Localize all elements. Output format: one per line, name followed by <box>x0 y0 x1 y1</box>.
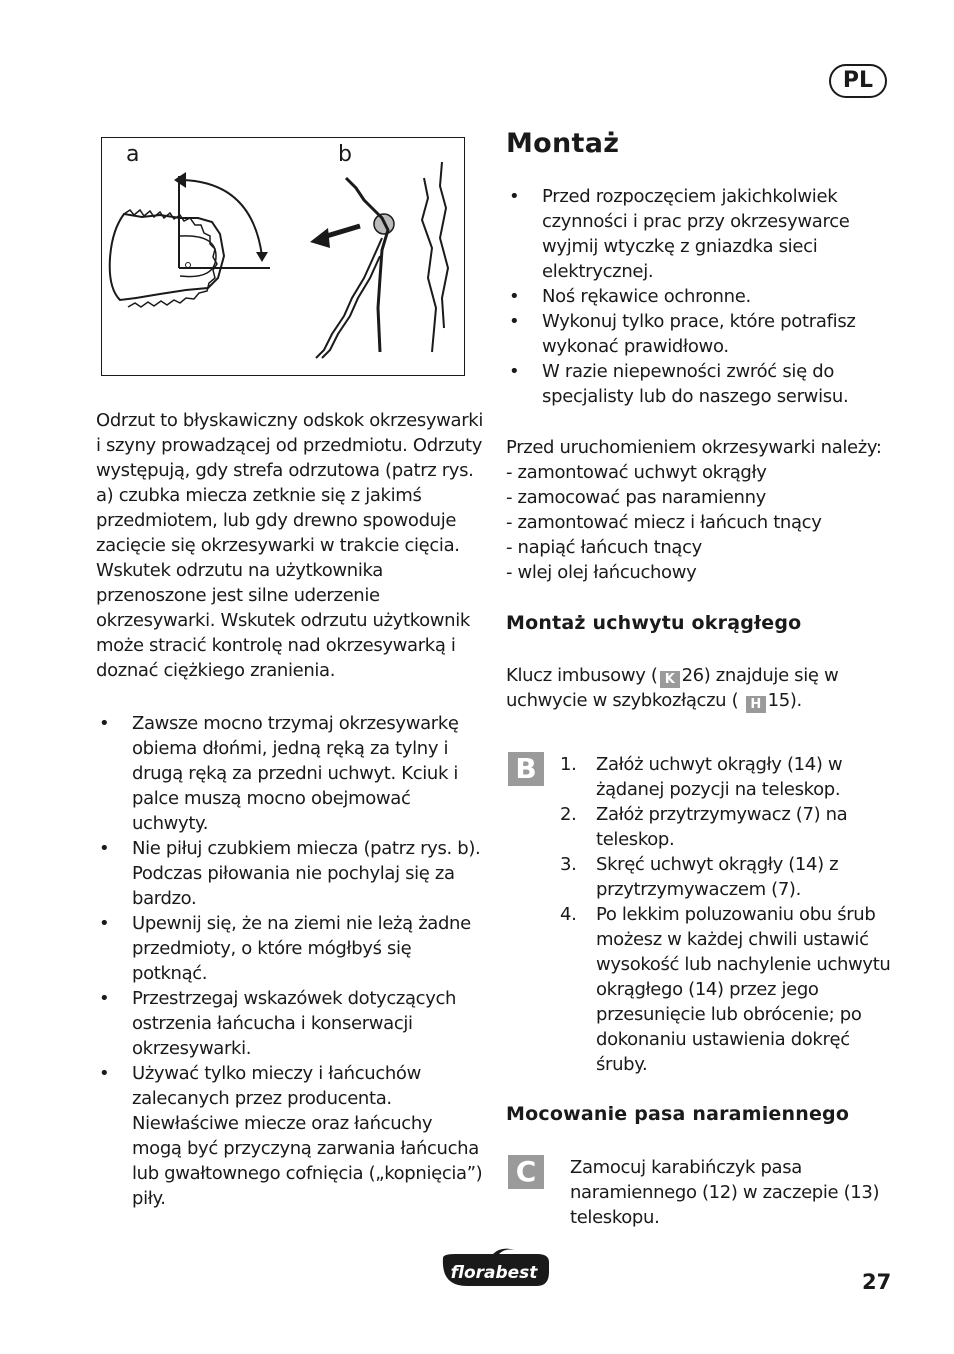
list-item: 4. Po lekkim poluzowaniu obu śrub możesz w każdej chwili ustawić wysokość lub nachylenie uchwytu okrągłego (14) przez jego przesunięcie lub obrócenie; po dokonaniu ustawienia dokręć śruby. <box>560 904 891 1075</box>
requirement-item: - zamontować uchwyt okrągły <box>506 462 767 483</box>
strap-instruction: Zamocuj karabińczyk pasa naramiennego (12) w zaczepie (13) teleskopu. <box>570 1157 880 1228</box>
tree-trunk-icon <box>422 162 448 352</box>
svg-text:florabest: florabest <box>450 1263 538 1283</box>
language-badge: PL <box>829 64 887 98</box>
list-item: • Przestrzegaj wskazówek dotyczących ostrzenia łańcucha i konserwacji okrzesywarki. <box>96 986 486 1061</box>
left-column <box>96 408 486 1211</box>
requirement-item: - zamocować pas naramienny <box>506 487 766 508</box>
figure-tag-b: B <box>508 752 544 786</box>
page-number: 27 <box>862 1270 892 1294</box>
requirement-item: - zamontować miecz i łańcuch tnący <box>506 512 822 533</box>
kickback-illustration <box>102 138 464 375</box>
list-item: • W razie niepewności zwróć się do specjalisty lub do naszego serwisu. <box>506 359 896 409</box>
requirement-item: - wlej olej łańcuchowy <box>506 562 697 583</box>
florabest-logo <box>437 1248 551 1290</box>
list-item: • Upewnij się, że na ziemi nie leżą żadne przedmioty, o które mógłbyś się potknąć. <box>96 911 486 986</box>
list-item: • Zawsze mocno trzymaj okrzesywarkę obiema dłońmi, jedną ręką za tylny i drugą ręką za przedni uchwyt. Kciuk i palce muszą mocno obejmować uchwyty. <box>96 711 486 836</box>
branch-icon <box>346 178 388 352</box>
list-item: 2. Załóż przytrzymywacz (7) na teleskop. <box>560 804 848 850</box>
step-block-b <box>506 752 896 1077</box>
assembly-steps <box>560 752 896 1077</box>
list-item: • Przed rozpoczęciem jakichkolwiek czynności i prac przy okrzesywarce wyjmij wtyczkę z gniazdka sieci elektrycznej. <box>506 184 896 284</box>
list-item: • Noś rękawice ochronne. <box>506 284 896 309</box>
kickback-arrow-icon <box>310 228 330 248</box>
figure-tag-c: C <box>508 1155 544 1189</box>
list-item: 3. Skręć uchwyt okrągły (14) z przytrzymywaczem (7). <box>560 854 839 900</box>
right-column <box>506 126 896 1230</box>
step-block-c <box>506 1155 896 1230</box>
requirements <box>506 435 896 585</box>
kickback-figure <box>101 137 465 376</box>
pole-saw-icon <box>316 238 382 358</box>
list-item: • Wykonuj tylko prace, które potrafisz wykonać prawidłowo. <box>506 309 896 359</box>
requirement-item: - napiąć łańcuch tnący <box>506 537 702 558</box>
figure-tag-k: K <box>660 671 680 688</box>
round-handle-heading: Montaż uchwytu okrągłego <box>506 612 802 634</box>
shoulder-strap-heading: Mocowanie pasa naramiennego <box>506 1103 850 1125</box>
list-item: • Używać tylko mieczy i łańcuchów zalecanych przez producenta. Niewłaściwe miecze oraz łańcuchy mogą być przyczyną zarwania łańcucha lub gwałtownego cofnięcia („kopnięcia”) piły. <box>96 1061 486 1211</box>
figure-tag-h: H <box>746 696 766 713</box>
guide-bar-icon <box>110 214 224 300</box>
safety-bullets <box>96 711 486 1211</box>
list-item: 1. Załóż uchwyt okrągły (14) w żądanej pozycji na teleskop. <box>560 754 843 800</box>
figure-label-a: a <box>126 142 140 167</box>
allen-key-hint: Klucz imbusowy ( K 26) znajduje się w uchwycie w szybkozłączu ( H 15). <box>506 665 839 712</box>
list-item: • Nie piłuj czubkiem miecza (patrz rys. b). Podczas piłowania nie pochylaj się za bardzo. <box>96 836 486 911</box>
assembly-bullets <box>506 184 896 409</box>
kickback-intro: Odrzut to błyskawiczny odskok okrzesywarki i szyny prowadzącej od przedmiotu. Odrzuty występują, gdy strefa odrzutowa (patrz rys. a) czubka miecza zetknie się z jakimś przedmiotem, lub gdy drewno spowoduje zacięcie się okrzesywarki w trakcie cięcia. Wskutek odrzutu na użytkownika przenoszone jest silne uderzenie okrzesywarki. Wskutek odrzutu użytkownik może stracić kontrolę nad okrzesywarką i doznać ciężkiego zranienia. <box>96 410 484 681</box>
figure-label-b: b <box>338 142 352 167</box>
section-title: Montaż <box>506 128 620 159</box>
requirements-intro: Przed uruchomieniem okrzesywarki należy: <box>506 437 882 458</box>
